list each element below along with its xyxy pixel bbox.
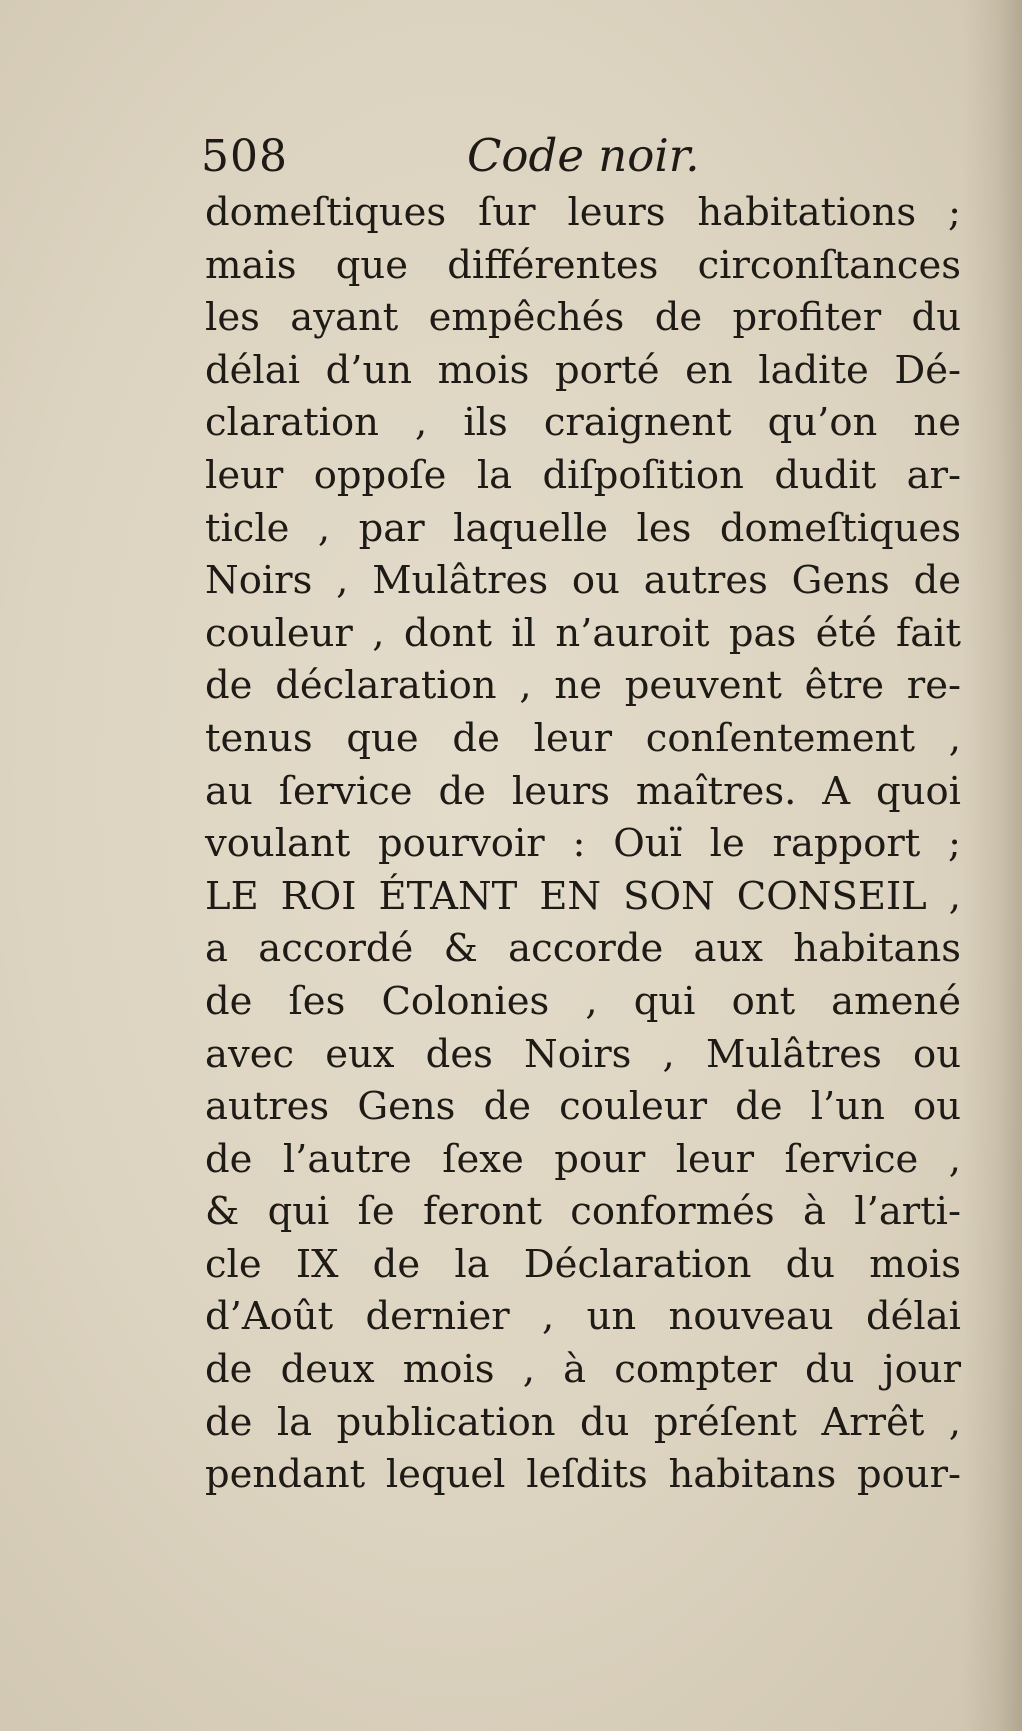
text-line: de deux mois , à compter du jour [205,1347,961,1393]
text-line: cle IX de la Déclaration du mois [205,1241,961,1287]
text-line: délai d’un mois porté en ladite Dé- [205,347,961,393]
text-line: de la publication du préſent Arrêt , [205,1399,961,1445]
text-line: ticle , par laquelle les domeſtiques [205,505,961,551]
text-block [201,125,961,1502]
text-line: mais que différentes circonſtances [205,242,961,288]
text-line: a accordé & accorde aux habitans [205,926,961,972]
text-line: au ſervice de leurs maîtres. A quoi [205,768,961,814]
text-line: de ſes Colonies , qui ont amené [205,978,961,1024]
text-line: voulant pourvoir : Ouï le rapport ; [205,821,961,867]
text-line: leur oppoſe la diſpoſition dudit ar- [205,452,961,498]
text-line: LE ROI ÉTANT EN SON CONSEIL , [205,873,961,919]
running-title: Code noir. [467,129,700,182]
text-line: & qui ſe feront conformés à l’arti- [205,1189,961,1235]
text-line: domeſtiques ſur leurs habitations ; [205,190,961,235]
spine-shadow [962,0,1022,1731]
text-line: couleur , dont il n’auroit pas été fait [205,610,961,656]
text-line: de l’autre ſexe pour leur ſervice , [205,1136,961,1182]
page-number: 508 [201,131,288,182]
page-header [201,125,961,187]
text-line: pendant lequel leſdits habitans pour- [205,1452,961,1498]
text-line: avec eux des Noirs , Mulâtres ou [205,1031,961,1077]
text-line: Noirs , Mulâtres ou autres Gens de [205,558,961,604]
text-line: claration , ils craignent qu’on ne [205,400,961,446]
text-line: tenus que de leur conſentement , [205,715,961,761]
text-line: autres Gens de couleur de l’un ou [205,1084,961,1130]
text-line: de déclaration , ne peuvent être re- [205,663,961,709]
text-line: d’Août dernier , un nouveau délai [205,1294,961,1340]
body-text [205,187,961,1502]
text-line: les ayant empêchés de profiter du [205,295,961,341]
